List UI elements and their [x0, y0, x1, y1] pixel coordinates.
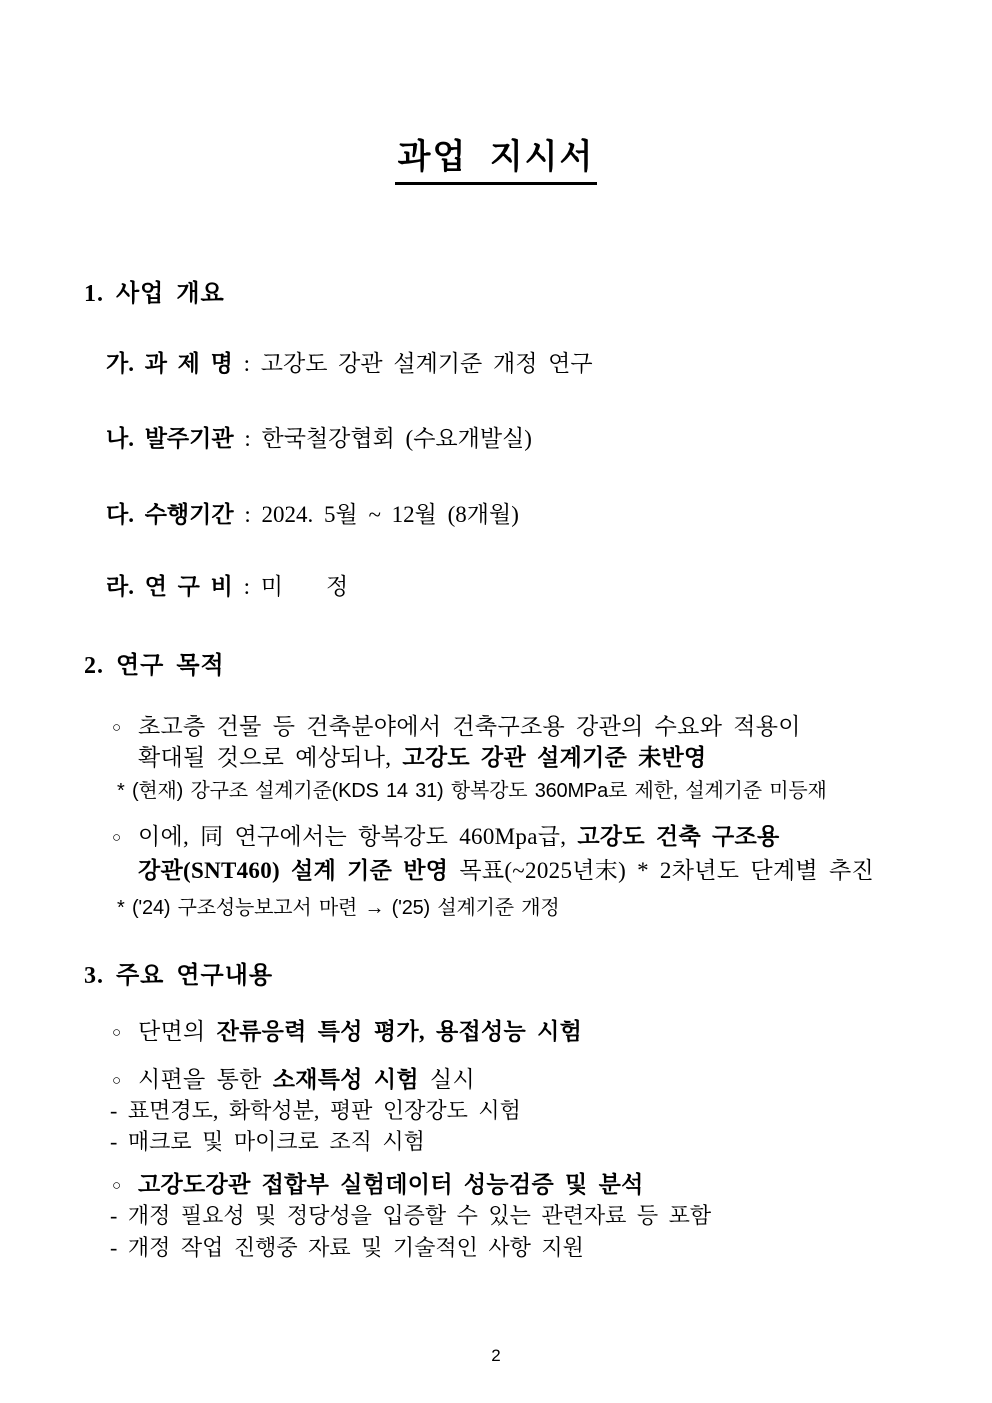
circle-bullet-icon: ○	[112, 720, 122, 736]
document-title: 과업 지시서	[395, 129, 598, 185]
circle-bullet-icon: ○	[112, 1178, 122, 1194]
s2-bullet1-line2	[138, 739, 707, 772]
s3-bullet2-subitem-2: - 매크로 및 마이크로 조직 시험	[110, 1129, 425, 1154]
field-colon: :	[233, 426, 262, 451]
s3-bullet2-bold: 소재특성 시험	[272, 1067, 419, 1092]
field-budget-value: 미 정	[260, 574, 349, 599]
field-ordering-agency	[106, 420, 532, 453]
page-number: 2	[491, 1346, 501, 1365]
s3-bullet2	[112, 1061, 475, 1094]
s3-bullet2-subitem-1: - 표면경도, 화학성분, 평판 인장강도 시험	[110, 1098, 521, 1123]
s2-bullet1-line1-text: 초고층 건물 등 건축분야에서 건축구조용 강관의 수요와 적용이	[138, 714, 801, 739]
circle-bullet-icon: ○	[112, 1025, 122, 1041]
s3-bullet3-bold: 고강도강관 접합부 실험데이터 성능검증 및 분석	[138, 1172, 644, 1197]
document-title-wrap	[0, 129, 992, 185]
section-1-heading: 1. 사업 개요	[84, 281, 225, 307]
s3-bullet1-normal: 단면의	[138, 1019, 217, 1044]
section-3-heading: 3. 주요 연구내용	[84, 963, 274, 989]
s3-bullet2-normal2: 실시	[418, 1067, 475, 1092]
field-ordering-agency-value: 한국철강협회 (수요개발실)	[261, 426, 532, 451]
s2-bullet2-line2-normal: 목표(~2025년末) * 2차년도 단계별 추진	[448, 858, 874, 883]
s3-bullet3	[112, 1166, 644, 1199]
s3-bullet2-normal1: 시편을 통한	[138, 1067, 273, 1092]
field-budget-label: 라. 연 구 비	[106, 574, 233, 599]
circle-bullet-icon: ○	[112, 830, 122, 846]
s3-bullet3-subitem-2: - 개정 작업 진행중 자료 및 기술적인 사항 지원	[110, 1235, 584, 1260]
s2-bullet2-line1-bold: 고강도 건축 구조용	[577, 824, 780, 849]
field-colon: :	[232, 351, 261, 376]
field-project-name-label: 가. 과 제 명	[106, 351, 233, 376]
field-project-name-value: 고강도 강관 설계기준 개정 연구	[260, 351, 593, 376]
s2-bullet2-line2-bold: 강관(SNT460) 설계 기준 반영	[138, 858, 449, 883]
circle-bullet-icon: ○	[112, 1073, 122, 1089]
field-period-value: 2024. 5월 ~ 12월 (8개월)	[261, 502, 519, 527]
s2-bullet1-line1	[112, 708, 801, 741]
field-period-label: 다. 수행기간	[106, 502, 234, 527]
s2-bullet2-line2	[138, 852, 874, 885]
field-project-name	[106, 345, 593, 378]
field-colon: :	[232, 574, 261, 599]
field-period	[106, 496, 519, 529]
s3-bullet3-subitem-1: - 개정 필요성 및 정당성을 입증할 수 있는 관련자료 등 포함	[110, 1203, 712, 1228]
s3-bullet1-bold: 잔류응력 특성 평가, 용접성능 시험	[216, 1019, 583, 1044]
field-colon: :	[233, 502, 262, 527]
s2-bullet1-line2-bold: 고강도 강관 설계기준 未반영	[402, 745, 707, 770]
field-ordering-agency-label: 나. 발주기관	[106, 426, 234, 451]
s2-bullet2-footnote: * ('24) 구조성능보고서 마련 → ('25) 설계기준 개정	[117, 897, 560, 919]
s2-bullet2-line1	[112, 818, 780, 851]
section-2-heading: 2. 연구 목적	[84, 653, 225, 679]
s2-bullet1-line2-normal: 확대될 것으로 예상되나,	[138, 745, 403, 770]
s2-bullet2-line1-normal: 이에, 同 연구에서는 항복강도 460Mpa급,	[138, 824, 578, 849]
s2-bullet1-footnote: * (현재) 강구조 설계기준(KDS 14 31) 항복강도 360MPa로 제한, 설계기준 미등재	[117, 780, 827, 802]
s3-bullet1	[112, 1013, 582, 1046]
field-budget	[106, 568, 348, 601]
